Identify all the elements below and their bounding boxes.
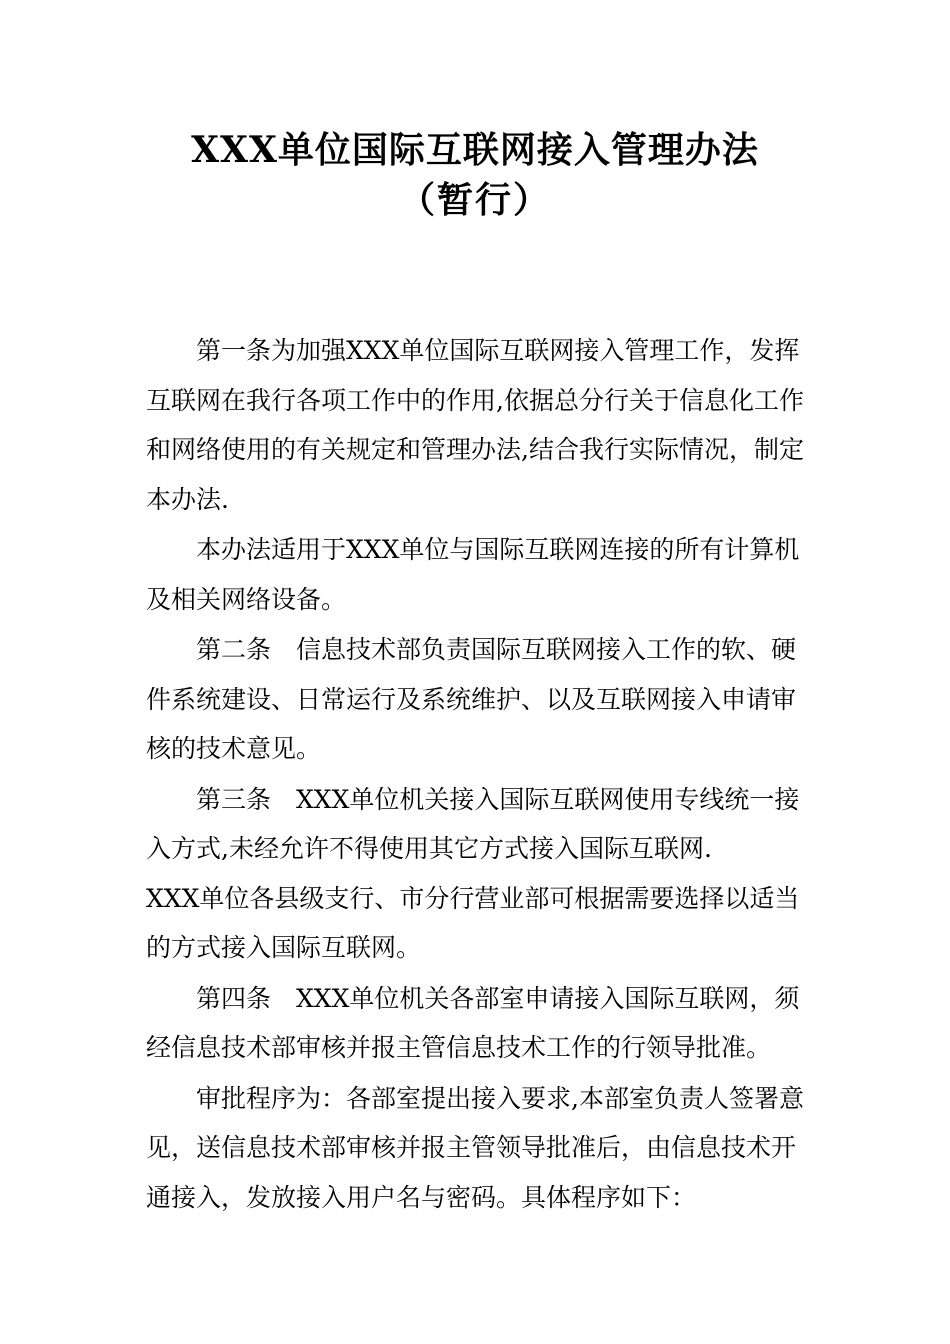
document-title: XXX单位国际互联网接入管理办法 [191, 129, 759, 171]
document-body [146, 326, 818, 1222]
document-subtitle: （暂行） [398, 179, 551, 221]
paragraph-article-2: 第二条 信息技术部负责国际互联网接入工作的软、硬件系统建设、日常运行及系统维护、以及互联网接入申请审核的技术意见。 [146, 635, 797, 763]
paragraph-scope: 本办法适用于XXX单位与国际互联网连接的所有计算机及相关网络设备。 [146, 535, 800, 614]
paragraph-article-1: 第一条为加强XXX单位国际互联网接入管理工作，发挥互联网在我行各项工作中的作用,依据总分行关于信息化工作和网络使用的有关规定和管理办法,结合我行实际情况，制定本办法. [146, 336, 804, 514]
paragraph-approval-procedure: 审批程序为：各部室提出接入要求,本部室负责人签署意见，送信息技术部审核并报主管领导批准后，由信息技术开通接入，发放接入用户名与密码。具体程序如下： [146, 1083, 804, 1212]
paragraph-branch-access: XXX单位各县级支行、市分行营业部可根据需要选择以适当的方式接入国际互联网。 [146, 883, 800, 962]
paragraph-article-4: 第四条 XXX单位机关各部室申请接入国际互联网，须经信息技术部审核并报主管信息技术工作的行领导批准。 [146, 983, 800, 1062]
paragraph-article-3: 第三条 XXX单位机关接入国际互联网使用专线统一接入方式,未经允许不得使用其它方式接入国际互联网. [146, 784, 800, 863]
